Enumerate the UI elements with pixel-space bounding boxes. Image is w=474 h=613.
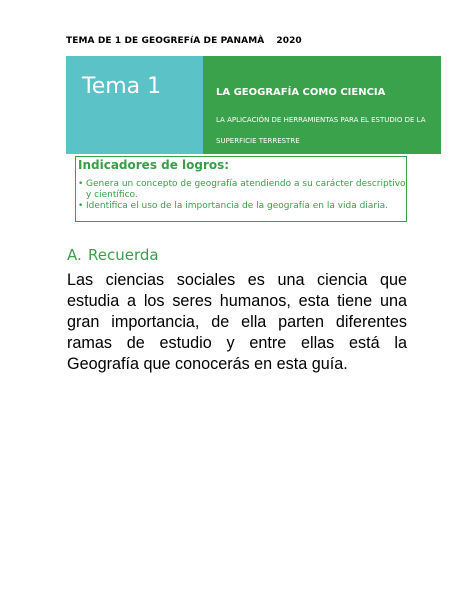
title-box <box>203 56 441 154</box>
indicators-list <box>78 179 406 212</box>
title-sub: LA APLICACIÓN DE HERRAMIENTAS PARA EL ESTUDIO DE LA SUPERFICIE TERRESTRE <box>216 116 426 145</box>
section-heading <box>67 246 159 264</box>
tema-box <box>66 56 203 154</box>
indicators-box <box>75 156 407 222</box>
header-title: TEMA DE 1 DE GEOGREFíA DE PANAMÀ <box>66 36 265 46</box>
indicator-text: Identifica el uso de la importancia de la geografía en la vida diaria. <box>86 201 388 211</box>
header-year: 2020 <box>276 36 302 46</box>
tema-label: Tema 1 <box>82 74 162 99</box>
indicators-heading: Indicadores de logros: <box>78 158 230 172</box>
section-title: Recuerda <box>88 246 159 264</box>
body-paragraph: Las ciencias sociales es una ciencia que estudia a los seres humanos, esta tiene una gran importancia, de ella parten diferentes ramas de estudio y entre ellas está la Geografía que conocerás en esta guía. <box>67 271 407 373</box>
indicator-text: Genera un concepto de geografía atendiendo a su carácter descriptivo y científico. <box>86 179 406 200</box>
bullet-icon: • <box>78 201 84 211</box>
title-main: LA GEOGRAFÍA COMO CIENCIA <box>216 87 386 98</box>
section-number: A. <box>67 246 82 264</box>
bullet-icon: • <box>78 179 84 189</box>
list-item <box>78 201 406 212</box>
list-item <box>78 179 406 201</box>
document-header <box>66 36 302 46</box>
